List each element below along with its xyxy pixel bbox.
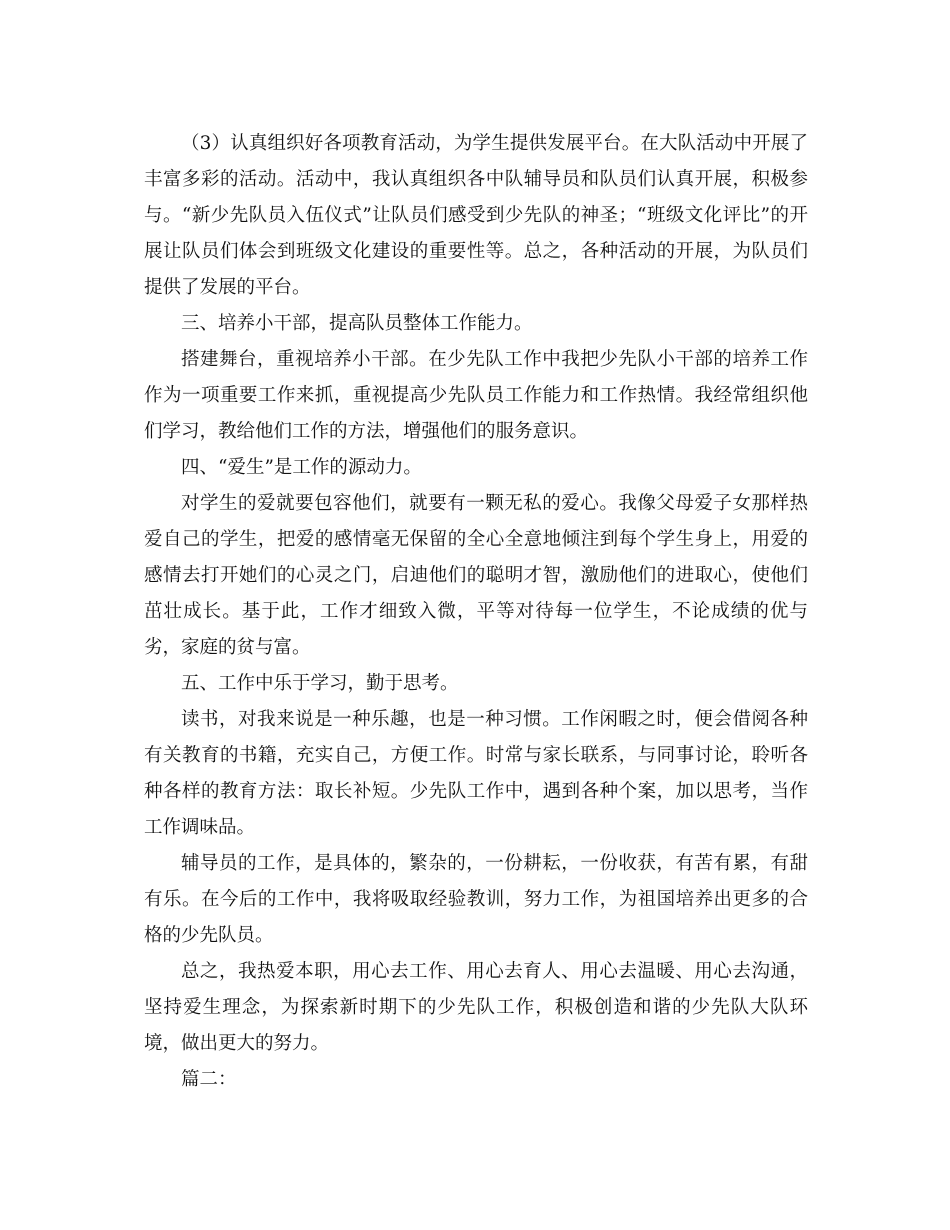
paragraph-love-students: 对学生的爱就要包容他们，就要有一颗无私的爱心。我像父母爱子女那样热爱自己的学生，把爱的感情毫无保留的全心全意地倾注到每个学生身上，用爱的感情去打开她们的心灵之门，启迪他们的聪明才智，激励他们的进取心，使他们茁壮成长。基于此，工作才细致入微，平等对待每一位学生，不论成绩的优与劣，家庭的贫与富。 xyxy=(144,493,808,658)
heading-section-four: 四、“爱生”是工作的源动力。 xyxy=(181,457,422,478)
paragraph-reading: 读书，对我来说是一种乐趣，也是一种习惯。工作闲暇之时，便会借阅各种有关教育的书籍，充实自己，方便工作。时常与家长联系，与同事讨论，聆听各种各样的教育方法：取长补短。少先队工作中，遇到各种个案，加以思考，当作工作调味品。 xyxy=(144,709,808,838)
paragraph-conclusion: 总之，我热爱本职，用心去工作、用心去育人、用心去温暖、用心去沟通，坚持爱生理念，为探索新时期下的少先队工作，积极创造和谐的少先队大队环境，做出更大的努力。 xyxy=(144,961,808,1054)
heading-section-three: 三、培养小干部，提高队员整体工作能力。 xyxy=(181,313,533,334)
paragraph-cadres: 搭建舞台，重视培养小干部。在少先队工作中我把少先队小干部的培养工作作为一项重要工作来抓，重视提高少先队员工作能力和工作热情。我经常组织他们学习，教给他们工作的方法，增强他们的服务意识。 xyxy=(144,349,808,442)
heading-part-two: 篇二： xyxy=(181,1069,237,1090)
paragraph-activities: （3）认真组织好各项教育活动，为学生提供发展平台。在大队活动中开展了丰富多彩的活动。活动中，我认真组织各中队辅导员和队员们认真开展，积极参与。“新少先队员入伍仪式”让队员们感受到少先队的神圣；“班级文化评比”的开展让队员们体会到班级文化建设的重要性等。总之，各种活动的开展，为队员们提供了发展的平台。 xyxy=(144,133,808,298)
document-body xyxy=(144,126,808,1098)
paragraph-counselor-work: 辅导员的工作，是具体的，繁杂的，一份耕耘，一份收获，有苦有累，有甜有乐。在今后的工作中，我将吸取经验教训，努力工作，为祖国培养出更多的合格的少先队员。 xyxy=(144,853,808,946)
heading-section-five: 五、工作中乐于学习，勤于思考。 xyxy=(181,673,459,694)
